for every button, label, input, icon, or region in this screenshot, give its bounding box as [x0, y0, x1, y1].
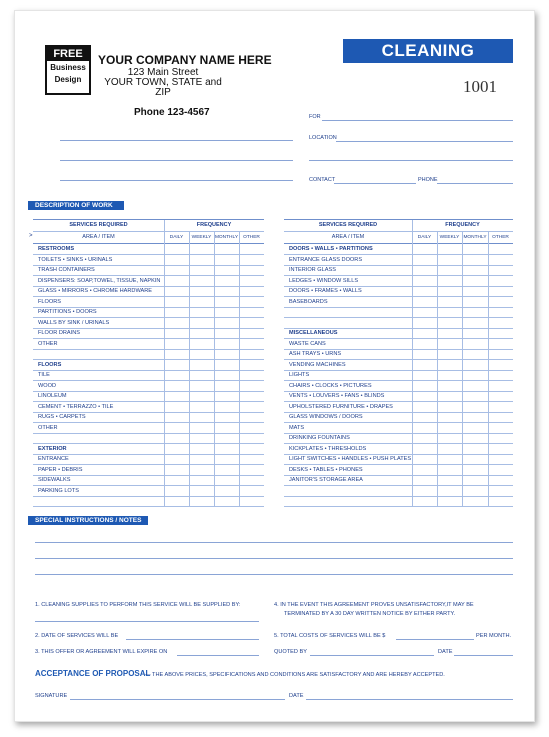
term-4-line-2: TERMINATED BY A 30 DAY WRITTEN NOTICE BY EITHER PARTY.	[284, 611, 456, 617]
table-row[interactable]: ASH TRAYS • URNS	[284, 349, 513, 360]
table-section-heading[interactable]: DOORS • WALLS • PARTITIONS	[284, 244, 513, 255]
monthly-header: MONTHLY	[214, 235, 239, 240]
signature-field[interactable]	[70, 699, 285, 700]
table-row[interactable]: LINOLEUM	[33, 391, 264, 402]
phone-field[interactable]	[437, 183, 513, 184]
logo-line-2: Business	[50, 63, 86, 72]
total-cost-field[interactable]	[396, 639, 474, 640]
column-divider	[239, 232, 240, 507]
table-row[interactable]: UPHOLSTERED FURNITURE • DRAPES	[284, 402, 513, 413]
other-header: OTHER	[243, 235, 260, 240]
table-row[interactable]	[284, 496, 513, 507]
location-label: LOCATION	[309, 135, 337, 141]
table-row[interactable]: LIGHT SWITCHES • HANDLES • PUSH PLATES	[284, 454, 513, 465]
table-row[interactable]: TRASH CONTAINERS	[33, 265, 264, 276]
table-row[interactable]: DRINKING FOUNTAINS	[284, 433, 513, 444]
for-field[interactable]	[322, 120, 513, 121]
table-row[interactable]	[284, 318, 513, 329]
acceptance-text: — THE ABOVE PRICES, SPECIFICATIONS AND CONDITIONS ARE SATISFACTORY AND ARE HEREBY ACCEPTED.	[145, 672, 445, 678]
table-row[interactable]: WASTE CANS	[284, 339, 513, 350]
header-divider	[33, 243, 264, 244]
table-section-heading[interactable]: FLOORS	[33, 360, 264, 371]
table-row[interactable]: RUGS • CARPETS	[33, 412, 264, 423]
table-row[interactable]: VENDING MACHINES	[284, 360, 513, 371]
table-row[interactable]: DESKS • TABLES • PHONES	[284, 465, 513, 476]
services-table-left	[33, 219, 264, 507]
description-section-header: DESCRIPTION OF WORK	[28, 201, 124, 210]
services-required-header: SERVICES REQUIRED	[318, 222, 378, 228]
acceptance-date-field[interactable]	[306, 699, 513, 700]
term-1: 1. CLEANING SUPPLIES TO PERFORM THIS SERVICE WILL BE SUPPLIED BY:	[35, 602, 241, 608]
notes-line[interactable]	[35, 574, 513, 575]
notes-section-header: SPECIAL INSTRUCTIONS / NOTES	[28, 516, 148, 525]
acceptance-date-label: DATE	[289, 693, 304, 699]
table-row[interactable]	[33, 433, 264, 444]
table-row[interactable]: WALLS BY SINK / URINALS	[33, 318, 264, 329]
phone-label: PHONE	[418, 177, 438, 183]
term-5: 5. TOTAL COSTS OF SERVICES WILL BE $	[274, 633, 386, 639]
supplies-field[interactable]	[35, 621, 259, 622]
frequency-header: FREQUENCY	[445, 222, 480, 228]
blank-line[interactable]	[60, 180, 293, 181]
column-divider	[488, 232, 489, 507]
area-item-header: AREA / ITEM	[331, 234, 365, 240]
table-section-heading[interactable]: MISCELLANEOUS	[284, 328, 513, 339]
table-row[interactable]: PARTITIONS • DOORS	[33, 307, 264, 318]
blank-line[interactable]	[60, 140, 293, 141]
table-row[interactable]: CHAIRS • CLOCKS • PICTURES	[284, 381, 513, 392]
per-month-label: PER MONTH.	[476, 633, 512, 639]
term-2: 2. DATE OF SERVICES WILL BE	[35, 633, 119, 639]
table-row[interactable]: SIDEWALKS	[33, 475, 264, 486]
weekly-header: WEEKLY	[439, 235, 460, 240]
table-row[interactable]	[33, 349, 264, 360]
contact-field[interactable]	[334, 183, 416, 184]
frequency-header: FREQUENCY	[196, 222, 232, 228]
table-row[interactable]: BASEBOARDS	[284, 297, 513, 308]
term-3: 3. THIS OFFER OR AGREEMENT WILL EXPIRE ON	[35, 649, 168, 655]
table-row[interactable]: FLOORS	[33, 297, 264, 308]
form-title: CLEANING PROPOSAL	[343, 39, 513, 63]
location-field-2[interactable]	[309, 160, 513, 161]
header-divider	[33, 231, 264, 232]
column-divider	[164, 220, 165, 507]
quote-date-label: DATE	[438, 649, 453, 655]
table-row[interactable]: FLOOR DRAINS	[33, 328, 264, 339]
form-number: 1001	[463, 77, 497, 96]
table-row[interactable]	[284, 307, 513, 318]
table-row[interactable]: KICKPLATES • THRESHOLDS	[284, 444, 513, 455]
table-row[interactable]: JANITOR'S STORAGE AREA	[284, 475, 513, 486]
company-name: YOUR COMPANY NAME HERE	[98, 53, 272, 67]
table-row[interactable]: OTHER	[33, 423, 264, 434]
header-divider	[284, 243, 513, 244]
column-divider	[412, 220, 413, 507]
quoted-by-label: QUOTED BY	[274, 649, 307, 655]
quoted-by-field[interactable]	[310, 655, 434, 656]
notes-line[interactable]	[35, 558, 513, 559]
location-field[interactable]	[336, 141, 513, 142]
table-row[interactable]: LIGHTS	[284, 370, 513, 381]
city-state-zip: YOUR TOWN, STATE and ZIP	[104, 77, 222, 98]
weekly-header: WEEKLY	[191, 235, 212, 240]
logo	[45, 45, 91, 95]
services-table-right	[284, 219, 513, 507]
table-row[interactable]: DISPENSERS: SOAP,TOWEL, TISSUE, NAPKIN	[33, 276, 264, 287]
table-section-heading[interactable]: EXTERIOR	[33, 444, 264, 455]
table-row[interactable]: TOILETS • SINKS • URINALS	[33, 255, 264, 266]
table-row[interactable]: LEDGES • WINDOW SILLS	[284, 276, 513, 287]
table-row[interactable]: VENTS • LOUVERS • FANS • BLINDS	[284, 391, 513, 402]
for-label: FOR	[309, 114, 321, 120]
services-required-header: SERVICES REQUIRED	[69, 222, 128, 228]
table-row[interactable]: PAPER • DEBRIS	[33, 465, 264, 476]
company-phone: Phone 123-4567	[134, 107, 210, 118]
table-row[interactable]	[33, 496, 264, 507]
area-item-header: AREA / ITEM	[82, 234, 115, 240]
table-row[interactable]: ENTRANCE GLASS DOORS	[284, 255, 513, 266]
table-section-heading[interactable]: RESTROOMS	[33, 244, 264, 255]
column-divider	[462, 232, 463, 507]
table-row[interactable]: GLASS • MIRRORS • CHROME HARDWARE	[33, 286, 264, 297]
signature-label: SIGNATURE	[35, 693, 68, 699]
daily-header: DAILY	[169, 235, 184, 240]
table-row[interactable]: DOORS • FRAMES • WALLS	[284, 286, 513, 297]
logo-line-1: FREE	[47, 47, 89, 61]
table-row[interactable]: GLASS WINDOWS / DOORS	[284, 412, 513, 423]
street: 123 Main Street	[127, 67, 199, 78]
expire-date-field[interactable]	[177, 655, 259, 656]
table-row[interactable]: OTHER	[33, 339, 264, 350]
contact-label: CONTACT	[309, 177, 336, 183]
column-divider	[437, 232, 438, 507]
header-divider	[284, 231, 513, 232]
term-4-line-1: 4. IN THE EVENT THIS AGREEMENT PROVES UNSATISFACTORY,IT MAY BE	[274, 602, 474, 608]
arrow-icon: >	[29, 233, 33, 239]
notes-line[interactable]	[35, 542, 513, 543]
table-row[interactable]: INTERIOR GLASS	[284, 265, 513, 276]
table-row[interactable]: PARKING LOTS	[33, 486, 264, 497]
service-date-field[interactable]	[126, 639, 259, 640]
table-row[interactable]: CEMENT • TERRAZZO • TILE	[33, 402, 264, 413]
quote-date-field[interactable]	[454, 655, 513, 656]
table-row[interactable]: WOOD	[33, 381, 264, 392]
column-divider	[214, 232, 215, 507]
monthly-header: MONTHLY	[463, 235, 487, 240]
blank-line[interactable]	[60, 160, 293, 161]
table-row[interactable]: ENTRANCE	[33, 454, 264, 465]
company-address	[98, 68, 228, 98]
logo-line-3: Design	[54, 75, 82, 84]
other-header: OTHER	[492, 235, 509, 240]
table-row[interactable]	[284, 486, 513, 497]
daily-header: DAILY	[417, 235, 432, 240]
column-divider	[189, 232, 190, 507]
table-row[interactable]: MATS	[284, 423, 513, 434]
table-row[interactable]: TILE	[33, 370, 264, 381]
acceptance-title: ACCEPTANCE OF PROPOSAL	[35, 669, 151, 678]
